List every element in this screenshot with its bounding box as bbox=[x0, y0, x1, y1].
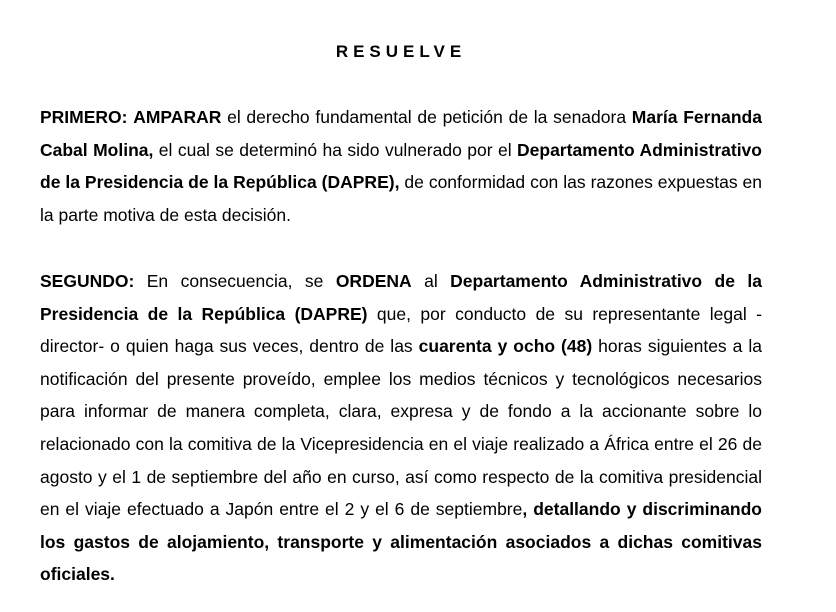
segundo-detail: , detallando y discriminando los gastos de alojamiento, transporte y alimentación asociados a dichas comitivas oficiales. bbox=[40, 499, 762, 585]
primero-senator-name: María Fernanda Cabal Molina, bbox=[40, 107, 762, 160]
segundo-ordena: ORDENA bbox=[335, 271, 412, 291]
segundo-deadline: cuarenta y ocho (48) bbox=[418, 336, 593, 357]
primero-text-3: de conformidad con las razones expuestas en la parte motiva de esta decisión. bbox=[40, 172, 762, 225]
primero-dapre: Departamento Administrativo de la Presidencia de la República (DAPRE), bbox=[40, 139, 762, 193]
primero-label: PRIMERO: bbox=[40, 107, 128, 127]
segundo-dapre: Departamento Administrativo de la Presidencia de la República (DAPRE) bbox=[40, 271, 762, 324]
segundo-text-4: horas siguientes a la notificación del presente proveído, emplee los medios técnicos y tecnológicos necesarios para informar de manera completa, clara, expresa y de fondo a la accionante sobre lo relacionado con la comitiva de la Vicepresidencia en el viaje realizado a África entre el 26 de agosto y el 1 de septiembre del año en curso, así como respecto de la comitiva presidencial en el viaje efectuado a Japón entre el 2 y el 6 de septiembre bbox=[40, 336, 762, 520]
primero-amparar: AMPARAR bbox=[133, 107, 222, 127]
resolution-heading: RESUELVE bbox=[335, 42, 467, 61]
paragraph-primero bbox=[40, 101, 762, 231]
segundo-text-3: que, por conducto de su representante legal -director- o quien haga sus veces, dentro de las bbox=[40, 303, 762, 357]
segundo-label: SEGUNDO: bbox=[40, 271, 135, 291]
segundo-text-2: al bbox=[411, 271, 451, 291]
segundo-text-1: En consecuencia, se bbox=[134, 271, 336, 291]
primero-text-1: el derecho fundamental de petición de la senadora bbox=[221, 107, 632, 127]
primero-text-2: el cual se determinó ha sido vulnerado por el bbox=[153, 139, 518, 160]
paragraph-segundo bbox=[40, 265, 762, 591]
